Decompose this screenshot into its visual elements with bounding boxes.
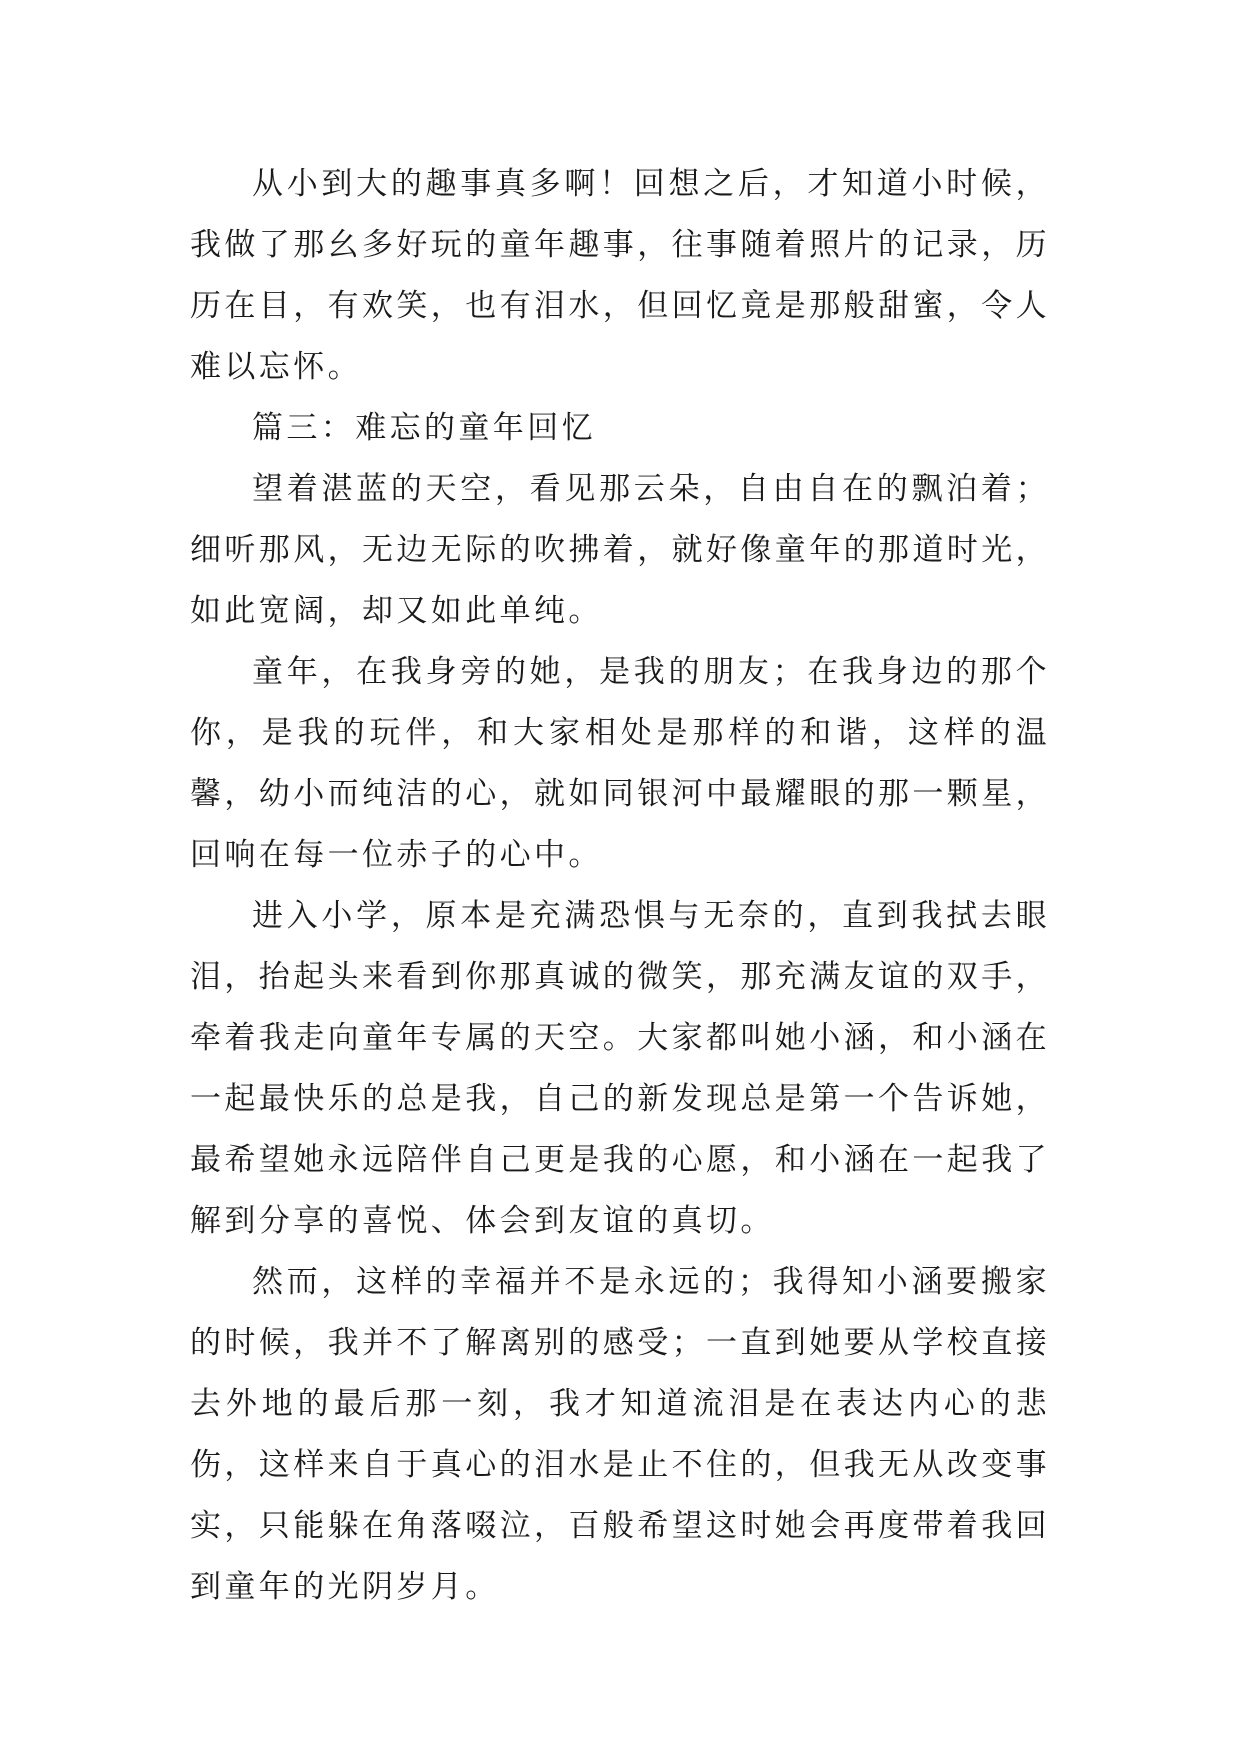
paragraph-sky: 望着湛蓝的天空，看见那云朵，自由自在的飘泊着；细听那风，无边无际的吹拂着，就好像童年的那道时光，如此宽阔，却又如此单纯。 [190, 471, 1050, 629]
paragraph-childhood-friend: 童年，在我身旁的她，是我的朋友；在我身边的那个你，是我的玩伴，和大家相处是那样的和谐，这样的温馨，幼小而纯洁的心，就如同银河中最耀眼的那一颗星，回响在每一位赤子的心中。 [190, 654, 1050, 873]
paragraph-farewell: 然而，这样的幸福并不是永远的；我得知小涵要搬家的时候，我并不了解离别的感受；一直到她要从学校直接去外地的最后那一刻，我才知道流泪是在表达内心的悲伤，这样来自于真心的泪水是止不住的，但我无从改变事实，只能躲在角落啜泣，百般希望这时她会再度带着我回到童年的光阴岁月。 [190, 1264, 1050, 1605]
document-body [190, 154, 1050, 1618]
paragraph-intro-conclusion: 从小到大的趣事真多啊！回想之后，才知道小时候，我做了那幺多好玩的童年趣事，往事随着照片的记录，历历在目，有欢笑，也有泪水，但回忆竟是那般甜蜜，令人难以忘怀。 [190, 166, 1050, 385]
section-heading: 篇三：难忘的童年回忆 [252, 410, 596, 446]
paragraph-primary-school: 进入小学，原本是充满恐惧与无奈的，直到我拭去眼泪，抬起头来看到你那真诚的微笑，那充满友谊的双手，牵着我走向童年专属的天空。大家都叫她小涵，和小涵在一起最快乐的总是我，自己的新发现总是第一个告诉她，最希望她永远陪伴自己更是我的心愿，和小涵在一起我了解到分享的喜悦、体会到友谊的真切。 [190, 898, 1050, 1239]
